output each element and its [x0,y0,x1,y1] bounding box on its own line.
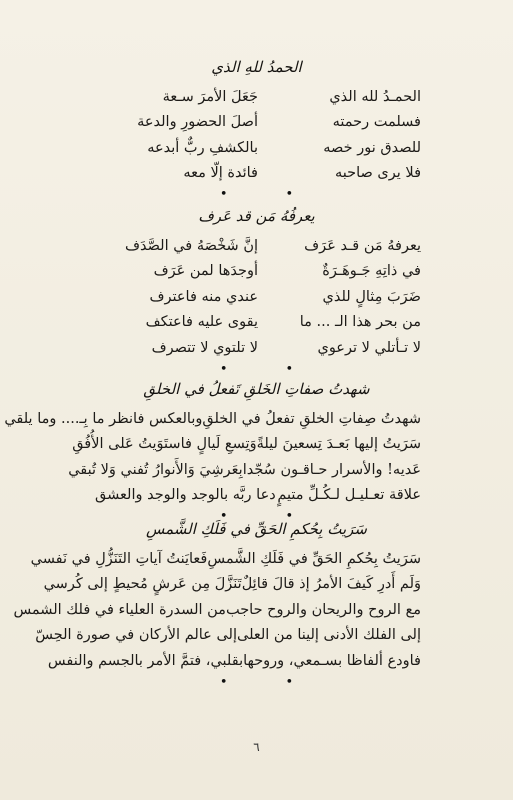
verse-second-hemistich: بِعَرشِيَ وَالأَنوارُ تُفني وَلا تُبقي [68,461,243,478]
verse-second-hemistich: جَعَلَ الأمرَ سـعة [162,88,258,105]
verse-row [95,84,421,110]
verse-row [95,259,421,285]
verse-row [47,648,421,674]
verse-first-hemistich: علاقة تعـليـل لـكُـلِّ متيمٍ [277,487,421,504]
verse-row [4,406,421,432]
verse-second-hemistich: بالكشفِ ربٌّ أبدعه [147,139,258,156]
verse-first-hemistich: الحمـدُ لله الذي [329,88,421,105]
verse-first-hemistich: عَديه! والأسرار حـاقـون سُجّدا [242,461,421,478]
poem-title: شهدتُ صفاتِ الخَلقِ تَفعلُ في الخلقِ [143,380,370,398]
verse-row [95,310,421,336]
page-number: ٦ [253,740,260,754]
verse-row [30,546,421,572]
verse-second-hemistich: من السدرة العلياء في فلك الشمس [13,601,226,618]
verse-second-hemistich: أصلَ الحضورِ والدعة [137,114,258,131]
verse-first-hemistich: لا تـأتلي لا ترعوي [317,339,421,356]
section-separator [0,363,513,376]
verse-first-hemistich: يعرفهُ مَن قـد عَرَف [304,237,421,254]
verse-second-hemistich: وَتِسعِ لَيالٍ فاستَوَيتُ عَلى الأُفُقِ [72,436,257,453]
verse-row [95,483,421,509]
verse-second-hemistich: أوجدَها لمن عَرَف [153,263,258,280]
separator-dot: • [285,361,294,377]
verse-second-hemistich: فائدة إلّا معه [183,165,258,182]
section-separator [0,676,513,689]
section-separator [0,188,513,201]
verse-second-hemistich: تَنَزَّلَ مِن عَرشٍ مُحيطٍ إلى كُرسي [43,576,242,593]
verse-first-hemistich: مع الروح والريحان والروح حاجب [225,601,421,618]
verse-first-hemistich: فاودع ألفاظا بسـمعي، وروحها [243,652,421,669]
verse-first-hemistich: فسلمت رحمته [332,114,421,131]
verse-row [43,572,421,598]
separator-dot: • [219,674,228,690]
verse-row [68,457,421,483]
verse-row [13,597,421,623]
separator-dot: • [219,361,228,377]
verse-row [95,110,421,136]
verse-first-hemistich: شهدتُ صِفاتِ الخلقِ تفعلُ في الخلقِ [202,410,421,427]
verse-first-hemistich: سَرَيتُ بِحُكمِ الحَقِّ في فَلَكِ الشَّمسِ [207,550,421,567]
separator-dot: • [285,509,294,525]
verse-first-hemistich: للصدق نور خصه [323,139,421,156]
verse-second-hemistich: دعا ربَّه بالوجد والوجد والعشق [95,487,276,504]
poem-title: الحمدُ للهِ الذي [211,58,302,76]
verse-second-hemistich: إنَّ شَخْصَهُ في الصَّدَف [124,237,258,254]
verse-second-hemistich: لا تلتوي لا تتصرف [151,339,258,356]
verse-first-hemistich: وَلَم أَدرِ كَيفَ الأمرُ إذ قالَ قائِلٌ [241,576,421,593]
verse-row [35,623,421,649]
verse-row [95,135,421,161]
verse-first-hemistich: سَرَيتُ إليها بَعـدَ تِسعينَ ليلةً [256,436,421,453]
verse-second-hemistich: وبالعكس فانظر ما بِـ.... وما يلقي [4,410,203,427]
poem-title: سَرَيتُ بِحُكمِ الحَقِّ في فَلَكِ الشَّمسِ [145,520,367,538]
verse-row [72,432,421,458]
poem-title: يعرفُهُ مَن قد عَرف [198,207,315,225]
verse-first-hemistich: ضَرَبَ مِثالٍ للذي [322,288,421,305]
separator-dot: • [285,187,294,203]
verse-second-hemistich: فَعايَنتُ آياتِ التَنَزُّلِ في نَفسي [30,550,208,567]
verse-first-hemistich: من بحر هذا الـ ... ما [299,314,421,331]
verse-row [95,284,421,310]
verse-second-hemistich: عندي منه فاعترف [149,288,258,305]
verse-first-hemistich: في ذاتِهِ جَـوهَـرَةٌ [322,263,421,280]
separator-dot: • [219,509,228,525]
verse-second-hemistich: يقوى عليه فاعتكف [145,314,258,331]
poem-section-3 [0,380,513,523]
poem-section-4 [0,520,513,689]
verse-row [95,335,421,361]
verse-first-hemistich: فلا يرى صاحبه [334,165,421,182]
verse-row [95,233,421,259]
poem-section-2 [0,207,513,376]
verse-second-hemistich: إلى عالم الأركان في صورة الحِسّ [35,627,237,644]
separator-dot: • [219,187,228,203]
verse-second-hemistich: بقلبي، فتمَّ الأمر بالجسم والنفس [47,652,244,669]
poem-section-1 [0,58,513,201]
verse-first-hemistich: إلى الفلك الأدنى إلينا من العلى [236,627,421,644]
verse-row [95,161,421,187]
separator-dot: • [285,674,294,690]
